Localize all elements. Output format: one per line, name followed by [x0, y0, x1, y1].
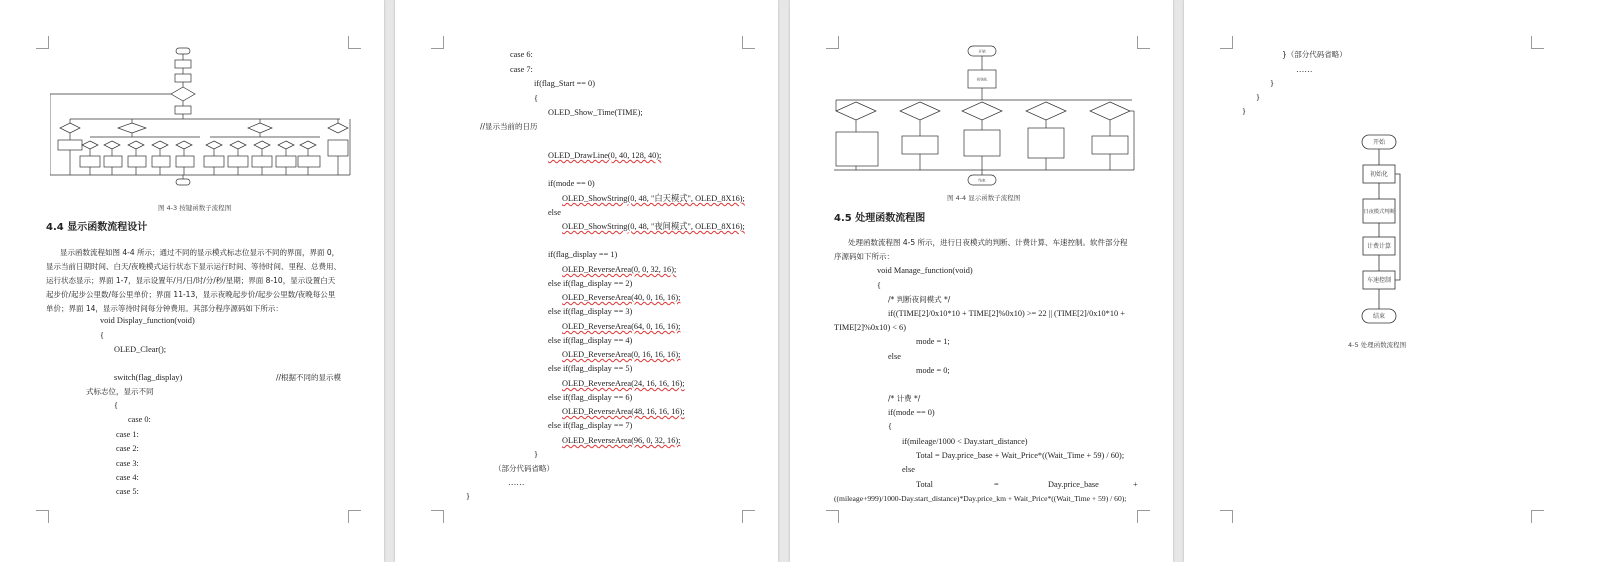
- code-line: if(flag_display == 1): [548, 250, 618, 259]
- crop-mark: [431, 36, 444, 49]
- crop-mark: [826, 510, 839, 523]
- flow-node-judge: 日夜模式判断: [1363, 209, 1395, 215]
- code-line: [548, 151, 661, 161]
- process-function-flowchart: [1354, 132, 1424, 332]
- code-text: OLED_DrawLine(0, 40, 128, 40);: [548, 151, 662, 160]
- flow-node-start: 开始: [978, 49, 986, 54]
- code-line: [562, 322, 680, 332]
- flow-node-speed: 车速控制: [1366, 277, 1392, 284]
- code-line: if((TIME[2]/0x10*10 + TIME[2]%0x10) >= 22 || (TIME[2]/0x10*10 +: [888, 309, 1125, 318]
- code-comment: //显示当前的日历: [480, 122, 538, 131]
- code-line: OLED_Clear();: [114, 345, 167, 354]
- code-line: void Display_function(void): [100, 316, 195, 325]
- paragraph-line: 起步价/起步公里数/每公里单价；界面 11-13，显示夜晚起步价/起步公里数/夜晚每公里: [46, 290, 336, 299]
- flow-node-fee: 计费计算: [1366, 243, 1392, 250]
- document-page-1: [0, 0, 384, 562]
- code-text: OLED_ReverseArea(24, 16, 16, 16);: [562, 379, 685, 388]
- code-line: Day.price_base: [1048, 480, 1099, 489]
- crop-mark: [36, 510, 49, 523]
- code-comment: //根据不同的显示模: [276, 373, 342, 382]
- code-line: ……: [508, 478, 525, 487]
- flow-node-init: 初始化: [976, 77, 988, 82]
- crop-mark: [1137, 510, 1150, 523]
- code-line: =: [994, 480, 999, 489]
- code-line: [562, 407, 685, 417]
- paragraph-line: 运行状态显示；界面 1-7，显示设置年/月/日/时/分/秒/星期；界面 8-10，显示设置白天: [46, 276, 336, 285]
- code-text: OLED_ReverseArea(0, 16, 16, 16);: [562, 350, 681, 359]
- crop-mark: [348, 510, 361, 523]
- code-text: OLED_ReverseArea(48, 16, 16, 16);: [562, 407, 685, 416]
- code-line: case 4:: [116, 473, 139, 482]
- section-heading: 4.4 显示函数流程设计: [46, 222, 148, 233]
- paragraph-line: 处理函数流程图 4-5 所示，进行日夜模式的判断、计费计算、车速控制。软件部分程: [848, 238, 1128, 247]
- code-line: case 3:: [116, 459, 139, 468]
- code-line: OLED_Show_Time(TIME);: [548, 108, 643, 117]
- code-comment: 式标志位，显示不同: [86, 387, 154, 396]
- code-line: else: [902, 465, 915, 474]
- code-line: else if(flag_display == 4): [548, 336, 633, 345]
- code-line: case 6:: [510, 50, 533, 59]
- code-line: else if(flag_display == 7): [548, 421, 633, 430]
- code-text: OLED_ReverseArea(96, 0, 32, 16);: [562, 436, 681, 445]
- code-comment: }（部分代码省略）: [1282, 50, 1347, 59]
- code-text: OLED_ReverseArea(0, 0, 32, 16);: [562, 265, 677, 274]
- code-line: {: [534, 94, 538, 103]
- paragraph-line: 显示当前日期时间、白天/夜晚模式运行状态下显示运行时间、等待时间、里程、总费用、: [46, 262, 342, 271]
- crop-mark: [1137, 36, 1150, 49]
- code-line: {: [877, 281, 881, 290]
- document-page-2: [395, 0, 778, 562]
- code-comment: /* 判断夜间模式 */: [888, 295, 951, 304]
- code-line: +: [1133, 480, 1138, 489]
- code-line: TIME[2]%0x10) < 6): [834, 323, 906, 332]
- code-line: [562, 265, 676, 275]
- code-comment: （部分代码省略）: [494, 464, 554, 473]
- code-line: [562, 194, 745, 204]
- code-line: [562, 379, 685, 389]
- crop-mark: [1531, 36, 1544, 49]
- code-line: ……: [1296, 65, 1313, 74]
- crop-mark: [1531, 510, 1544, 523]
- code-line: else if(flag_display == 2): [548, 279, 633, 288]
- code-line: if(mode == 0): [888, 408, 935, 417]
- code-line: Total: [916, 480, 933, 489]
- flow-node-end: 结束: [1372, 313, 1386, 320]
- code-text: OLED_ShowString(0, 48, "夜间模式", OLED_8X16);: [562, 222, 745, 231]
- code-line: }: [466, 492, 470, 501]
- paragraph-line: 显示函数流程如图 4-4 所示；通过不同的显示模式标志位显示不同的界面，界面 0，: [60, 248, 340, 257]
- key-function-flowchart: [50, 45, 352, 190]
- code-line: mode = 1;: [916, 337, 950, 346]
- document-page-3: [790, 0, 1173, 562]
- crop-mark: [1220, 510, 1233, 523]
- code-line: {: [114, 401, 118, 410]
- code-line: [562, 293, 680, 303]
- code-line: if(mode == 0): [548, 179, 595, 188]
- figure-caption: 图 4-4 显示函数子流程图: [947, 194, 1021, 202]
- code-line: case 2:: [116, 444, 139, 453]
- code-line: }: [1270, 79, 1274, 88]
- code-line: void Manage_function(void): [877, 266, 973, 275]
- crop-mark: [431, 510, 444, 523]
- crop-mark: [1220, 36, 1233, 49]
- code-text: OLED_ReverseArea(64, 0, 16, 16);: [562, 322, 681, 331]
- code-line: }: [1256, 93, 1260, 102]
- figure-caption: 4-5 处理函数流程图: [1348, 341, 1407, 349]
- code-line: }: [1242, 107, 1246, 116]
- code-line: else if(flag_display == 5): [548, 364, 633, 373]
- code-line: if(mileage/1000 < Day.start_distance): [902, 437, 1028, 446]
- code-line: {: [888, 422, 892, 431]
- code-line: mode = 0;: [916, 366, 950, 375]
- code-line: case 1:: [116, 430, 139, 439]
- code-line: }: [534, 450, 538, 459]
- code-line: ((mileage+999)/1000-Day.start_distance)*Day.price_km + Wait_Price*((Wait_Time + 59) / 60);: [834, 494, 1127, 503]
- figure-caption: 图 4-3 按键函数子流程图: [158, 204, 232, 212]
- code-line: {: [100, 331, 104, 340]
- flow-node-init: 初始化: [1369, 171, 1389, 178]
- document-page-4: [1184, 0, 1615, 562]
- code-comment: /* 计费 */: [888, 394, 921, 403]
- code-line: switch(flag_display): [114, 373, 183, 382]
- code-line: case 7:: [510, 65, 533, 74]
- code-line: [562, 436, 680, 446]
- code-line: if(flag_Start == 0): [534, 79, 595, 88]
- code-line: else if(flag_display == 6): [548, 393, 633, 402]
- section-heading: 4.5 处理函数流程图: [834, 213, 926, 224]
- paragraph-line: 序源码如下所示：: [834, 252, 894, 261]
- flow-node-end: 结束: [978, 178, 986, 183]
- crop-mark: [36, 36, 49, 49]
- code-line: case 0:: [128, 415, 151, 424]
- display-function-flowchart: [832, 42, 1138, 187]
- code-line: else if(flag_display == 3): [548, 307, 633, 316]
- paragraph-line: 单价；界面 14，显示等待时间每分钟费用。其部分程序源码如下所示：: [46, 304, 283, 313]
- code-text: OLED_ReverseArea(40, 0, 16, 16);: [562, 293, 681, 302]
- code-line: [562, 350, 680, 360]
- code-line: else: [888, 352, 901, 361]
- code-line: case 5:: [116, 487, 139, 496]
- code-line: [562, 222, 745, 232]
- code-line: Total = Day.price_base + Wait_Price*((Wait_Time + 59) / 60);: [916, 451, 1125, 460]
- code-text: OLED_ShowString(0, 48, "白天模式", OLED_8X16);: [562, 194, 745, 203]
- crop-mark: [742, 510, 755, 523]
- code-line: else: [548, 208, 561, 217]
- flow-node-start: 开始: [1372, 139, 1386, 146]
- crop-mark: [742, 36, 755, 49]
